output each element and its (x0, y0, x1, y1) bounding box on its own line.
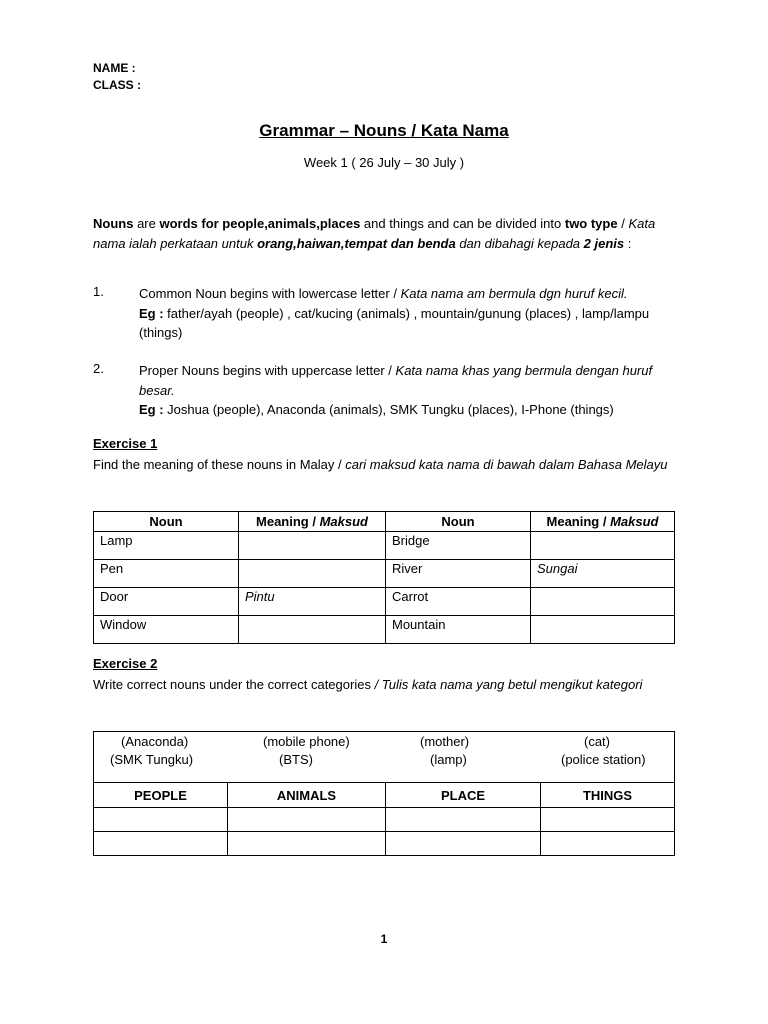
exercise1-instruction-malay: cari maksud kata nama di bawah dalam Bahasa Melayu (345, 457, 668, 472)
answer-cell[interactable] (386, 808, 541, 832)
exercise1-instruction-en: Find the meaning of these nouns in Malay / (93, 457, 346, 472)
word-item: (lamp) (430, 752, 467, 767)
exercise2-instruction (93, 675, 678, 695)
meaning-cell[interactable] (531, 532, 675, 560)
intro-p8: orang,haiwan,tempat dan benda (257, 235, 456, 251)
meaning-cell[interactable]: Pintu (239, 588, 386, 616)
student-info (93, 60, 141, 94)
category-header-row (94, 783, 675, 808)
meaning-label: Meaning / (256, 514, 320, 529)
exercise2-instruction-en: Write correct nouns under the correct categories (93, 677, 375, 692)
page-number: 1 (380, 932, 388, 946)
exercise2-table (93, 731, 675, 856)
page-title: Grammar – Nouns / Kata Nama (259, 121, 509, 140)
answer-cell[interactable] (94, 832, 228, 856)
noun-cell: Lamp (94, 532, 239, 560)
word-bank (94, 732, 675, 783)
noun-cell: Bridge (386, 532, 531, 560)
answer-cell[interactable] (228, 808, 386, 832)
word-item: (Anaconda) (121, 734, 189, 749)
table-row (94, 588, 675, 616)
list-item (139, 284, 679, 343)
col-header-meaning (531, 512, 675, 532)
example-label: Eg : (139, 402, 168, 417)
meaning-cell[interactable]: Sungai (531, 560, 675, 588)
answer-cell[interactable] (228, 832, 386, 856)
exercise1-heading: Exercise 1 (93, 436, 158, 451)
meaning-cell[interactable] (531, 616, 675, 644)
item-number: 2. (93, 361, 104, 376)
intro-paragraph (93, 214, 678, 253)
item-text-malay: Kata nama khas yang bermula dengan huruf besar. (139, 363, 653, 398)
intro-p9: dan dibahagi kepada (455, 235, 584, 251)
class-label: CLASS : (93, 78, 141, 92)
intro-p4: and things and can be divided into (360, 216, 565, 231)
example-text: father/ayah (people) , cat/kucing (animals) , mountain/gunung (places) , lamp/lampu (things) (139, 305, 650, 340)
noun-cell: River (386, 560, 531, 588)
item-text: Proper Nouns begins with uppercase letter / (139, 363, 396, 378)
word-item: (SMK Tungku) (110, 752, 194, 767)
intro-p11: : (624, 235, 632, 251)
category-things: THINGS (541, 783, 675, 808)
word-item: (police station) (561, 752, 646, 767)
meaning-cell[interactable] (239, 616, 386, 644)
noun-cell: Door (94, 588, 239, 616)
word-item: (mother) (420, 734, 470, 749)
intro-p1: Nouns (93, 216, 134, 231)
exercise2-heading: Exercise 2 (93, 656, 158, 671)
table-row (94, 616, 675, 644)
category-people: PEOPLE (94, 783, 228, 808)
example-text: Joshua (people), Anaconda (animals), SMK Tungku (places), I-Phone (things) (167, 402, 614, 417)
name-label: NAME : (93, 61, 136, 75)
exercise2-instruction-malay: / Tulis kata nama yang betul mengikut kategori (374, 677, 643, 692)
answer-cell[interactable] (94, 808, 228, 832)
maksud-label: Maksud (610, 514, 659, 529)
maksud-label: Maksud (319, 514, 368, 529)
example-label: Eg : (139, 305, 168, 321)
meaning-cell[interactable] (239, 532, 386, 560)
noun-cell: Pen (94, 560, 239, 588)
meaning-label: Meaning / (546, 514, 611, 529)
noun-cell: Window (94, 616, 239, 644)
noun-cell: Carrot (386, 588, 531, 616)
intro-p5: two type (564, 216, 618, 231)
answer-cell[interactable] (541, 832, 675, 856)
exercise1-instruction (93, 455, 678, 475)
col-header-noun: Noun (94, 512, 239, 532)
col-header-meaning (239, 512, 386, 532)
meaning-cell[interactable] (531, 588, 675, 616)
word-item: (cat) (584, 734, 610, 749)
table-row (94, 808, 675, 832)
intro-p10: 2 jenis (583, 235, 625, 251)
table-row (94, 532, 675, 560)
list-item (139, 361, 679, 420)
answer-cell[interactable] (386, 832, 541, 856)
word-bank-row (94, 732, 675, 783)
noun-cell: Mountain (386, 616, 531, 644)
word-item: (BTS) (279, 752, 313, 767)
week-range: Week 1 ( 26 July – 30 July ) (303, 155, 465, 170)
table-header-row (94, 512, 675, 532)
intro-p7: Kata nama ialah perkataan untuk (93, 216, 656, 251)
intro-p3: words for people,animals,places (159, 216, 361, 231)
answer-cell[interactable] (541, 808, 675, 832)
intro-p6: / (617, 216, 629, 231)
item-number: 1. (93, 284, 104, 299)
item-text: Common Noun begins with lowercase letter / (139, 286, 401, 301)
table-row (94, 832, 675, 856)
category-place: PLACE (386, 783, 541, 808)
intro-p2: are (133, 216, 160, 231)
word-item: (mobile phone) (263, 734, 350, 749)
meaning-cell[interactable] (239, 560, 386, 588)
item-text-malay: Kata nama am bermula dgn huruf kecil. (400, 286, 628, 301)
table-row (94, 560, 675, 588)
category-animals: ANIMALS (228, 783, 386, 808)
exercise1-table (93, 511, 675, 644)
col-header-noun: Noun (386, 512, 531, 532)
